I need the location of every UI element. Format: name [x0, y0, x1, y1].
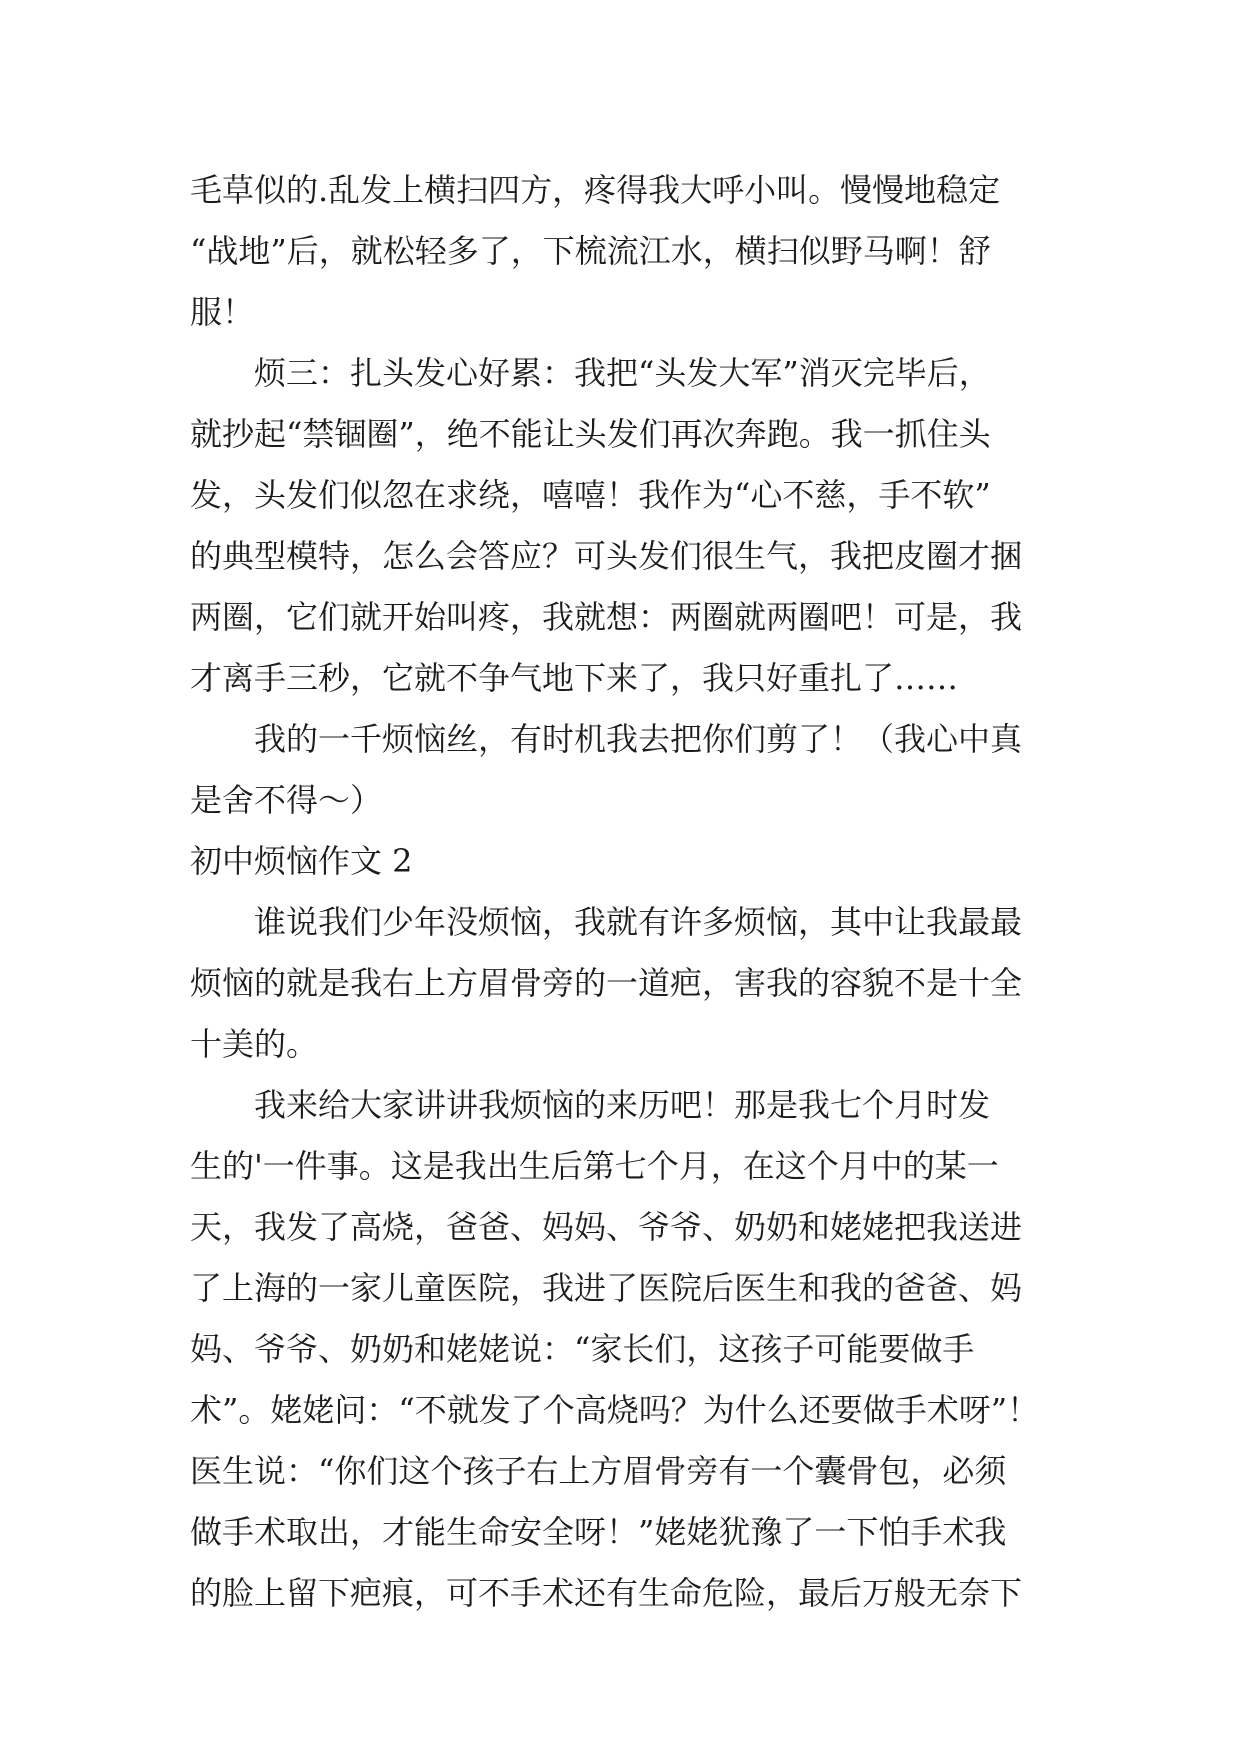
text-line: 两圈，它们就开始叫疼，我就想：两圈就两圈吧！可是，我: [190, 598, 1023, 636]
text-line: 术”。姥姥问：“不就发了个高烧吗？为什么还要做手术呀”！: [190, 1391, 1040, 1429]
text-line: 烦三：扎头发心好累：我把“头发大军”消灭完毕后，: [254, 354, 991, 392]
text-line: 就抄起“禁锢圈”，绝不能让头发们再次奔跑。我一抓住头: [190, 415, 991, 453]
text-line: 烦恼的就是我右上方眉骨旁的一道疤，害我的容貌不是十全: [190, 964, 1023, 1002]
text-line: 生的'一件事。这是我出生后第七个月，在这个月中的某一: [190, 1147, 999, 1185]
text-line: 初中烦恼作文 2: [190, 842, 413, 880]
text-line: 才离手三秒，它就不争气地下来了，我只好重扎了……: [190, 659, 959, 697]
text-line: 做手术取出，才能生命安全呀！”姥姥犹豫了一下怕手术我: [190, 1513, 1007, 1551]
article-body: [190, 160, 1050, 1624]
text-line: 我的一千烦恼丝，有时机我去把你们剪了！（我心中真: [254, 720, 1023, 758]
text-line: 天，我发了高烧，爸爸、妈妈、爷爷、奶奶和姥姥把我送进: [190, 1208, 1023, 1246]
text-line: “战地”后，就松轻多了，下梳流江水，横扫似野马啊！舒: [190, 232, 991, 270]
text-line: 谁说我们少年没烦恼，我就有许多烦恼，其中让我最最: [254, 903, 1023, 941]
text-line: 毛草似的.乱发上横扫四方，疼得我大呼小叫。慢慢地稳定: [190, 171, 1001, 209]
text-line: 服！: [190, 293, 255, 331]
text-line: 十美的。: [190, 1025, 319, 1063]
text-line: 妈、爷爷、奶奶和姥姥说：“家长们，这孩子可能要做手: [190, 1330, 975, 1368]
text-line: 是舍不得～）: [190, 781, 383, 819]
text-line: 我来给大家讲讲我烦恼的来历吧！那是我七个月时发: [254, 1086, 991, 1124]
text-line: 发，头发们似忽在求绕，嘻嘻！我作为“心不慈，手不软”: [190, 476, 991, 514]
text-line: 的典型模特，怎么会答应？可头发们很生气，我把皮圈才捆: [190, 537, 1023, 575]
text-line: 了上海的一家儿童医院，我进了医院后医生和我的爸爸、妈: [190, 1269, 1023, 1307]
text-line: 的脸上留下疤痕，可不手术还有生命危险，最后万般无奈下: [190, 1574, 1023, 1612]
text-line: 医生说：“你们这个孩子右上方眉骨旁有一个囊骨包，必须: [190, 1452, 1007, 1490]
